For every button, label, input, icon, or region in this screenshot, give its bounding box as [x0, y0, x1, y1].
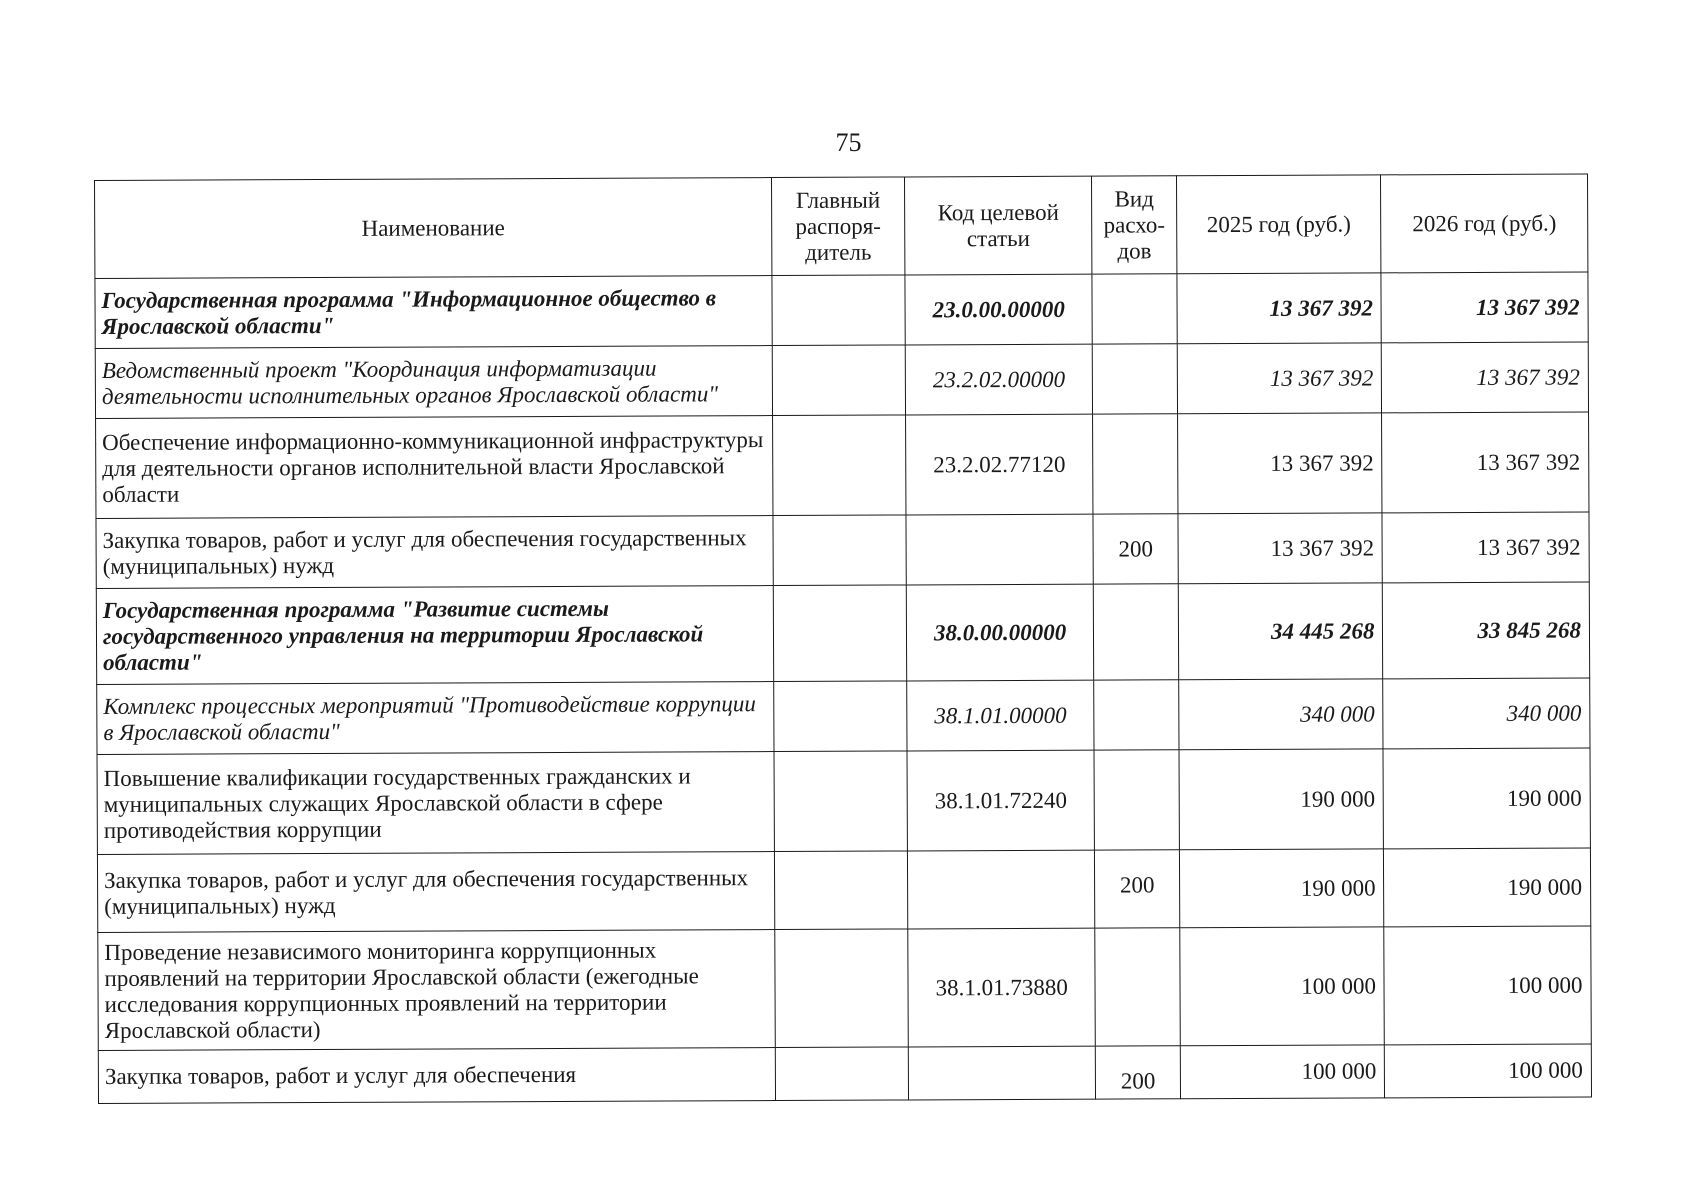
budget-table: [94, 173, 1592, 1104]
row-2026-cell: 100 000: [1385, 1044, 1592, 1098]
row-kind-cell: 200: [1093, 514, 1178, 584]
row-kind-cell: [1092, 274, 1177, 344]
row-kind-cell: [1094, 680, 1179, 750]
header-code: Код целевой статьи: [904, 176, 1092, 275]
row-kind-cell: 200: [1096, 1046, 1181, 1099]
row-manager-cell: [775, 1047, 908, 1101]
row-name-cell: Закупка товаров, работ и услуг для обеспечения: [98, 1048, 775, 1104]
row-manager-cell: [772, 345, 905, 416]
table-body: [95, 272, 1592, 1104]
header-name: Наименование: [95, 178, 772, 279]
table-row: [96, 582, 1589, 685]
row-name-cell: Ведомственный проект "Координация информатизации деятельности исполнительных органов Ярославской области": [95, 346, 772, 419]
table-row: [97, 848, 1590, 933]
row-2025-cell: 340 000: [1179, 679, 1384, 750]
table-row: [95, 342, 1588, 419]
row-manager-cell: [773, 415, 906, 516]
row-manager-cell: [774, 851, 907, 930]
row-code-cell: 23.2.02.00000: [905, 344, 1093, 415]
row-kind-cell: 200: [1095, 850, 1180, 928]
row-2026-cell: 13 367 392: [1382, 342, 1589, 413]
table-header-row: [95, 174, 1588, 279]
row-2025-cell: 13 367 392: [1177, 273, 1382, 344]
row-code-cell: 23.0.00.00000: [905, 274, 1093, 345]
row-name-cell: Повышение квалификации государственных гражданских и муниципальных служащих Ярославской области в сфере противодействия коррупции: [97, 752, 774, 855]
row-kind-cell: [1093, 414, 1178, 514]
header-kind: Вид расхо-дов: [1092, 176, 1177, 274]
row-kind-cell: [1095, 928, 1180, 1046]
row-2025-cell: 190 000: [1179, 749, 1384, 850]
row-code-cell: 38.1.01.00000: [907, 680, 1095, 751]
row-name-cell: Государственная программа "Информационное общество в Ярославской области": [95, 276, 772, 349]
row-manager-cell: [774, 751, 907, 852]
row-name-cell: Закупка товаров, работ и услуг для обеспечения государственных (муниципальных) нужд: [97, 852, 774, 933]
row-code-cell: [908, 1046, 1096, 1100]
row-2025-cell: 100 000: [1180, 1045, 1385, 1099]
row-manager-cell: [772, 275, 905, 346]
row-name-cell: Закупка товаров, работ и услуг для обеспечения государственных (муниципальных) нужд: [96, 516, 773, 589]
table-row: [95, 272, 1588, 349]
table-row: [98, 1044, 1591, 1104]
row-kind-cell: [1094, 584, 1179, 680]
row-2025-cell: 13 367 392: [1178, 513, 1383, 584]
row-2026-cell: 190 000: [1383, 748, 1590, 849]
row-name-cell: Комплекс процессных мероприятий "Противодействие коррупции в Ярославской области": [97, 682, 774, 755]
row-2026-cell: 13 367 392: [1381, 272, 1588, 343]
row-manager-cell: [775, 929, 908, 1048]
row-name-cell: Государственная программа "Развитие системы государственного управления на территории Ярославской области": [96, 586, 773, 685]
row-2026-cell: 13 367 392: [1382, 412, 1589, 513]
table-row: [97, 748, 1590, 855]
row-2026-cell: 190 000: [1384, 848, 1591, 927]
row-kind-cell: [1093, 344, 1178, 414]
row-2026-cell: 13 367 392: [1382, 512, 1589, 583]
row-name-cell: Проведение независимого мониторинга коррупционных проявлений на территории Ярославской области (ежегодные исследования коррупционных проявлений на территории Ярославской области): [98, 930, 775, 1051]
table-row: [96, 412, 1589, 519]
row-code-cell: 38.0.00.00000: [906, 584, 1094, 681]
table-row: [98, 926, 1592, 1051]
row-code-cell: 38.1.01.72240: [907, 750, 1095, 851]
header-2026: 2026 год (руб.): [1381, 174, 1588, 273]
row-2026-cell: 340 000: [1383, 678, 1590, 749]
row-name-cell: Обеспечение информационно-коммуникационной инфраструктуры для деятельности органов исполнительной власти Ярославской области: [96, 416, 773, 519]
row-manager-cell: [773, 515, 906, 586]
row-2026-cell: 100 000: [1384, 926, 1591, 1045]
row-manager-cell: [774, 681, 907, 752]
row-code-cell: 38.1.01.73880: [908, 928, 1096, 1047]
row-2025-cell: 13 367 392: [1177, 343, 1382, 414]
row-code-cell: [906, 514, 1094, 585]
row-2025-cell: 100 000: [1180, 927, 1385, 1046]
row-manager-cell: [773, 585, 906, 682]
header-manager: Главный распоря-дитель: [771, 177, 904, 276]
table-row: [96, 512, 1589, 589]
row-kind-cell: [1094, 750, 1179, 850]
row-2026-cell: 33 845 268: [1383, 582, 1590, 679]
row-2025-cell: 190 000: [1179, 849, 1384, 928]
table-row: [97, 678, 1590, 755]
row-code-cell: 23.2.02.77120: [905, 414, 1093, 515]
header-2025: 2025 год (руб.): [1176, 175, 1381, 274]
row-2025-cell: 34 445 268: [1178, 583, 1383, 680]
row-2025-cell: 13 367 392: [1177, 413, 1382, 514]
row-code-cell: [907, 850, 1095, 929]
page-number: 75: [835, 128, 862, 157]
